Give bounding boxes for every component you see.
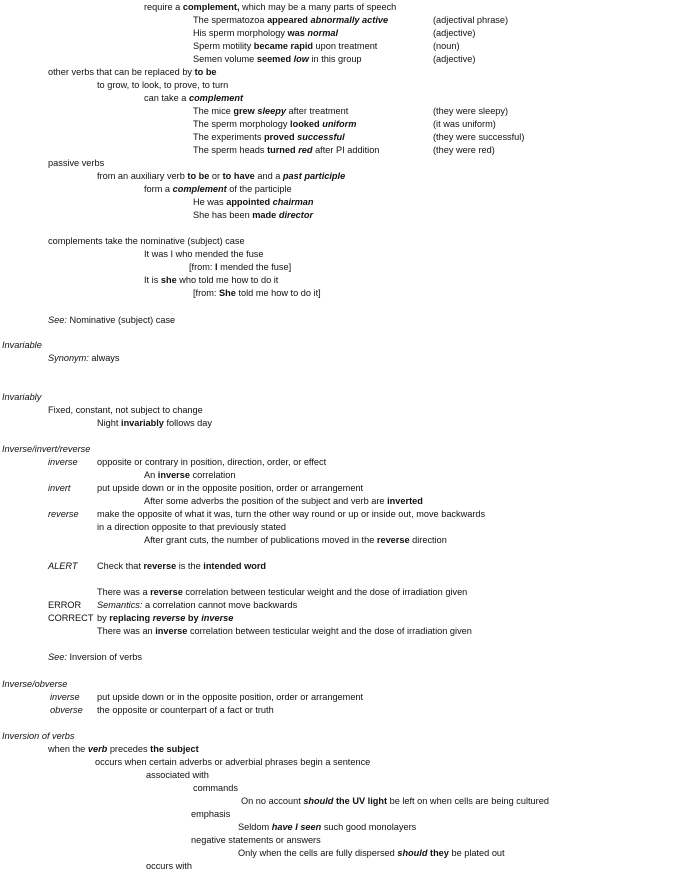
alert-text: Check that reverse is the intended word xyxy=(97,561,267,571)
example-line: On no account should the UV light be left on when cells are being cultured xyxy=(241,796,549,806)
text-line: complements take the nominative (subject) case xyxy=(48,236,245,246)
text-line: require a complement, which may be a many parts of speech xyxy=(144,2,397,12)
see-also-link[interactable]: See: Inversion of verbs xyxy=(48,652,142,662)
annotation: (adjective) xyxy=(433,54,476,64)
term-label: inverse xyxy=(50,692,80,702)
annotation: (adjective) xyxy=(433,28,476,38)
annotation: (noun) xyxy=(433,41,460,51)
text-line: can take a complement xyxy=(144,93,244,103)
entry-heading: Inverse/invert/reverse xyxy=(2,444,91,454)
example-line: There was a reverse correlation between testicular weight and the dose of irradiation given xyxy=(97,587,468,597)
term-label: obverse xyxy=(50,705,83,715)
definition: put upside down or in the opposite position, order or arrangement xyxy=(97,483,364,493)
term-label: invert xyxy=(48,483,71,493)
example-line: After some adverbs the position of the subject and verb are inverted xyxy=(144,496,423,506)
text-line: by replacing reverse by inverse xyxy=(97,613,234,623)
entry-heading: Inversion of verbs xyxy=(2,731,75,741)
text-line: Fixed, constant, not subject to change xyxy=(48,405,203,415)
text-line: Synonym: always xyxy=(48,353,120,363)
term-label: reverse xyxy=(48,509,79,519)
example-line: Seldom have I seen such good monolayers xyxy=(238,822,417,832)
example-line: His sperm morphology was normal xyxy=(193,28,339,38)
term-label: inverse xyxy=(48,457,78,467)
example-line: It is she who told me how to do it xyxy=(144,275,279,285)
text-line: occurs when certain adverbs or adverbial phrases begin a sentence xyxy=(95,757,371,767)
see-also-link[interactable]: See: Nominative (subject) case xyxy=(48,315,176,325)
text-line: commands xyxy=(193,783,238,793)
alert-label: ALERT xyxy=(48,561,78,571)
annotation: (they were successful) xyxy=(433,132,525,142)
definition: in a direction opposite to that previously stated xyxy=(97,522,286,532)
example-line: The experiments proved successful xyxy=(193,132,345,142)
text-line: when the verb precedes the subject xyxy=(48,744,199,754)
example-line: The spermatozoa appeared abnormally active xyxy=(193,15,389,25)
example-line: Only when the cells are fully dispersed should they be plated out xyxy=(238,848,505,858)
annotation: (they were sleepy) xyxy=(433,106,509,116)
example-line: The sperm heads turned red after PI addition xyxy=(193,145,380,155)
error-label: ERROR xyxy=(48,600,82,610)
example-line: Semen volume seemed low in this group xyxy=(193,54,362,64)
definition: make the opposite of what it was, turn the other way round or up or inside out, move backwards xyxy=(97,509,486,519)
text-line: associated with xyxy=(146,770,209,780)
text-line: passive verbs xyxy=(48,158,105,168)
text-line: emphasis xyxy=(191,809,231,819)
entry-heading: Invariably xyxy=(2,392,42,402)
annotation: (it was uniform) xyxy=(433,119,496,129)
correct-label: CORRECT xyxy=(48,613,94,623)
text-line: from an auxiliary verb to be or to have and a past participle xyxy=(97,171,346,181)
example-line: An inverse correlation xyxy=(144,470,236,480)
definition: opposite or contrary in position, direction, order, or effect xyxy=(97,457,327,467)
example-line: She has been made director xyxy=(193,210,314,220)
text-line: other verbs that can be replaced by to be xyxy=(48,67,217,77)
text-line: to grow, to look, to prove, to turn xyxy=(97,80,229,90)
example-line: The mice grew sleepy after treatment xyxy=(193,106,349,116)
example-line: After grant cuts, the number of publications moved in the reverse direction xyxy=(144,535,447,545)
annotation: (adjectival phrase) xyxy=(433,15,509,25)
example-line: He was appointed chairman xyxy=(193,197,314,207)
definition: put upside down or in the opposite position, order or arrangement xyxy=(97,692,364,702)
text-line: Semantics: a correlation cannot move backwards xyxy=(97,600,298,610)
example-line: [from: I mended the fuse] xyxy=(189,262,292,272)
annotation: (they were red) xyxy=(433,145,495,155)
example-line: Night invariably follows day xyxy=(97,418,212,428)
entry-heading: Invariable xyxy=(2,340,42,350)
example-line: The sperm morphology looked uniform xyxy=(193,119,357,129)
example-line: It was I who mended the fuse xyxy=(144,249,264,259)
text-line: form a complement of the participle xyxy=(144,184,292,194)
example-line: [from: She told me how to do it] xyxy=(193,288,321,298)
example-line: Sperm motility became rapid upon treatment xyxy=(193,41,378,51)
text-line: occurs with xyxy=(146,861,192,871)
definition: the opposite or counterpart of a fact or truth xyxy=(97,705,274,715)
example-line: There was an inverse correlation between testicular weight and the dose of irradiation given xyxy=(97,626,472,636)
entry-heading: Inverse/obverse xyxy=(2,679,68,689)
text-line: negative statements or answers xyxy=(191,835,321,845)
